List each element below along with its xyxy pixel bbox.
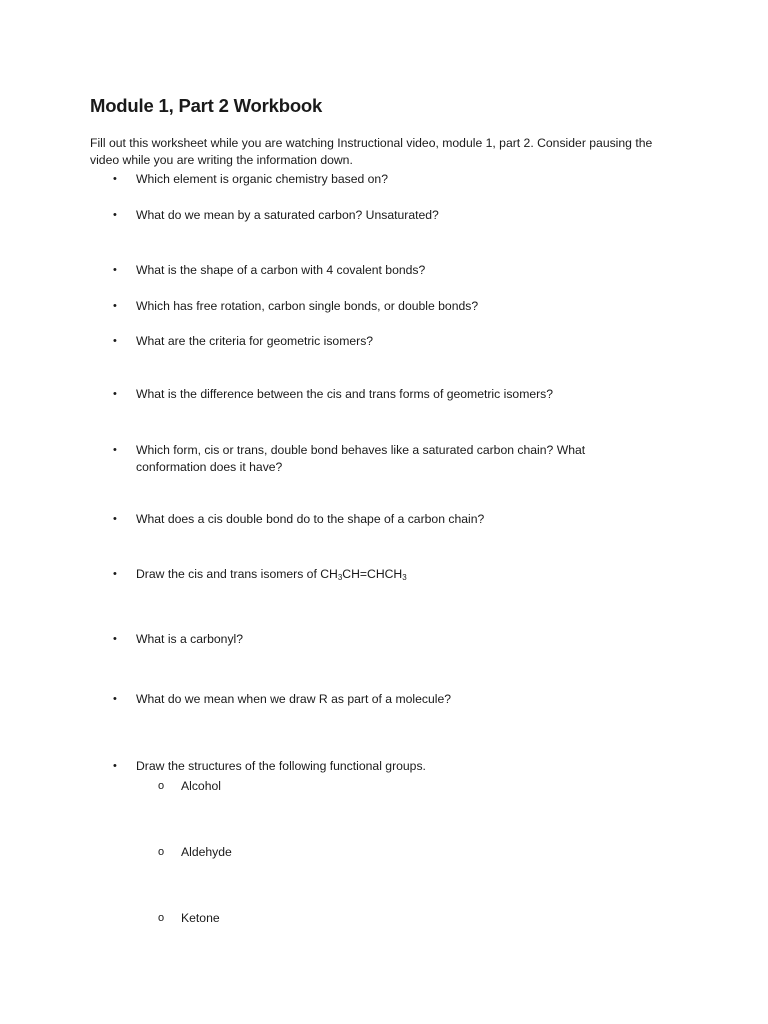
question-text: What do we mean when we draw R as part of a molecule? xyxy=(136,692,452,706)
formula-subscript: 3 xyxy=(337,573,343,582)
bullet-icon: • xyxy=(113,760,117,772)
bullet-icon: • xyxy=(113,568,117,580)
bullet-icon: • xyxy=(113,335,117,347)
functional-group-label: Alcohol xyxy=(181,779,221,793)
page-title: Module 1, Part 2 Workbook xyxy=(90,95,323,116)
bullet-icon: • xyxy=(113,173,117,185)
bullet-icon: • xyxy=(113,444,117,456)
question-text: Which element is organic chemistry based on? xyxy=(136,172,388,186)
functional-group-label: Ketone xyxy=(181,911,220,925)
question-text: What is a carbonyl? xyxy=(136,632,244,646)
question-text: Which form, cis or trans, double bond behaves like a saturated carbon chain? What conformation does it have? xyxy=(136,443,586,474)
formula-question-prefix: Draw the cis and trans isomers of CH xyxy=(136,567,338,581)
question-text: Which has free rotation, carbon single bonds, or double bonds? xyxy=(136,299,479,313)
question-text: What does a cis double bond do to the shape of a carbon chain? xyxy=(136,512,485,526)
circle-bullet-icon: o xyxy=(158,912,165,924)
intro-paragraph: Fill out this worksheet while you are watching Instructional video, module 1, part 2. Consider pausing the video while you are writing the information down. xyxy=(90,136,653,167)
question-text xyxy=(136,566,636,583)
question-text: What is the difference between the cis and trans forms of geometric isomers? xyxy=(136,387,554,401)
functional-group-label: Aldehyde xyxy=(181,845,232,859)
question-text: Draw the structures of the following functional groups. xyxy=(136,759,426,773)
question-text: What is the shape of a carbon with 4 covalent bonds? xyxy=(136,263,426,277)
bullet-icon: • xyxy=(113,633,117,645)
question-text: What are the criteria for geometric isomers? xyxy=(136,334,374,348)
bullet-icon: • xyxy=(113,388,117,400)
circle-bullet-icon: o xyxy=(158,846,165,858)
bullet-icon: • xyxy=(113,209,117,221)
bullet-icon: • xyxy=(113,513,117,525)
formula-question-middle: CH=CHCH xyxy=(342,567,403,581)
formula-subscript: 3 xyxy=(402,573,407,582)
bullet-icon: • xyxy=(113,693,117,705)
circle-bullet-icon: o xyxy=(158,780,165,792)
question-text: What do we mean by a saturated carbon? Unsaturated? xyxy=(136,208,439,222)
bullet-icon: • xyxy=(113,264,117,276)
bullet-icon: • xyxy=(113,300,117,312)
